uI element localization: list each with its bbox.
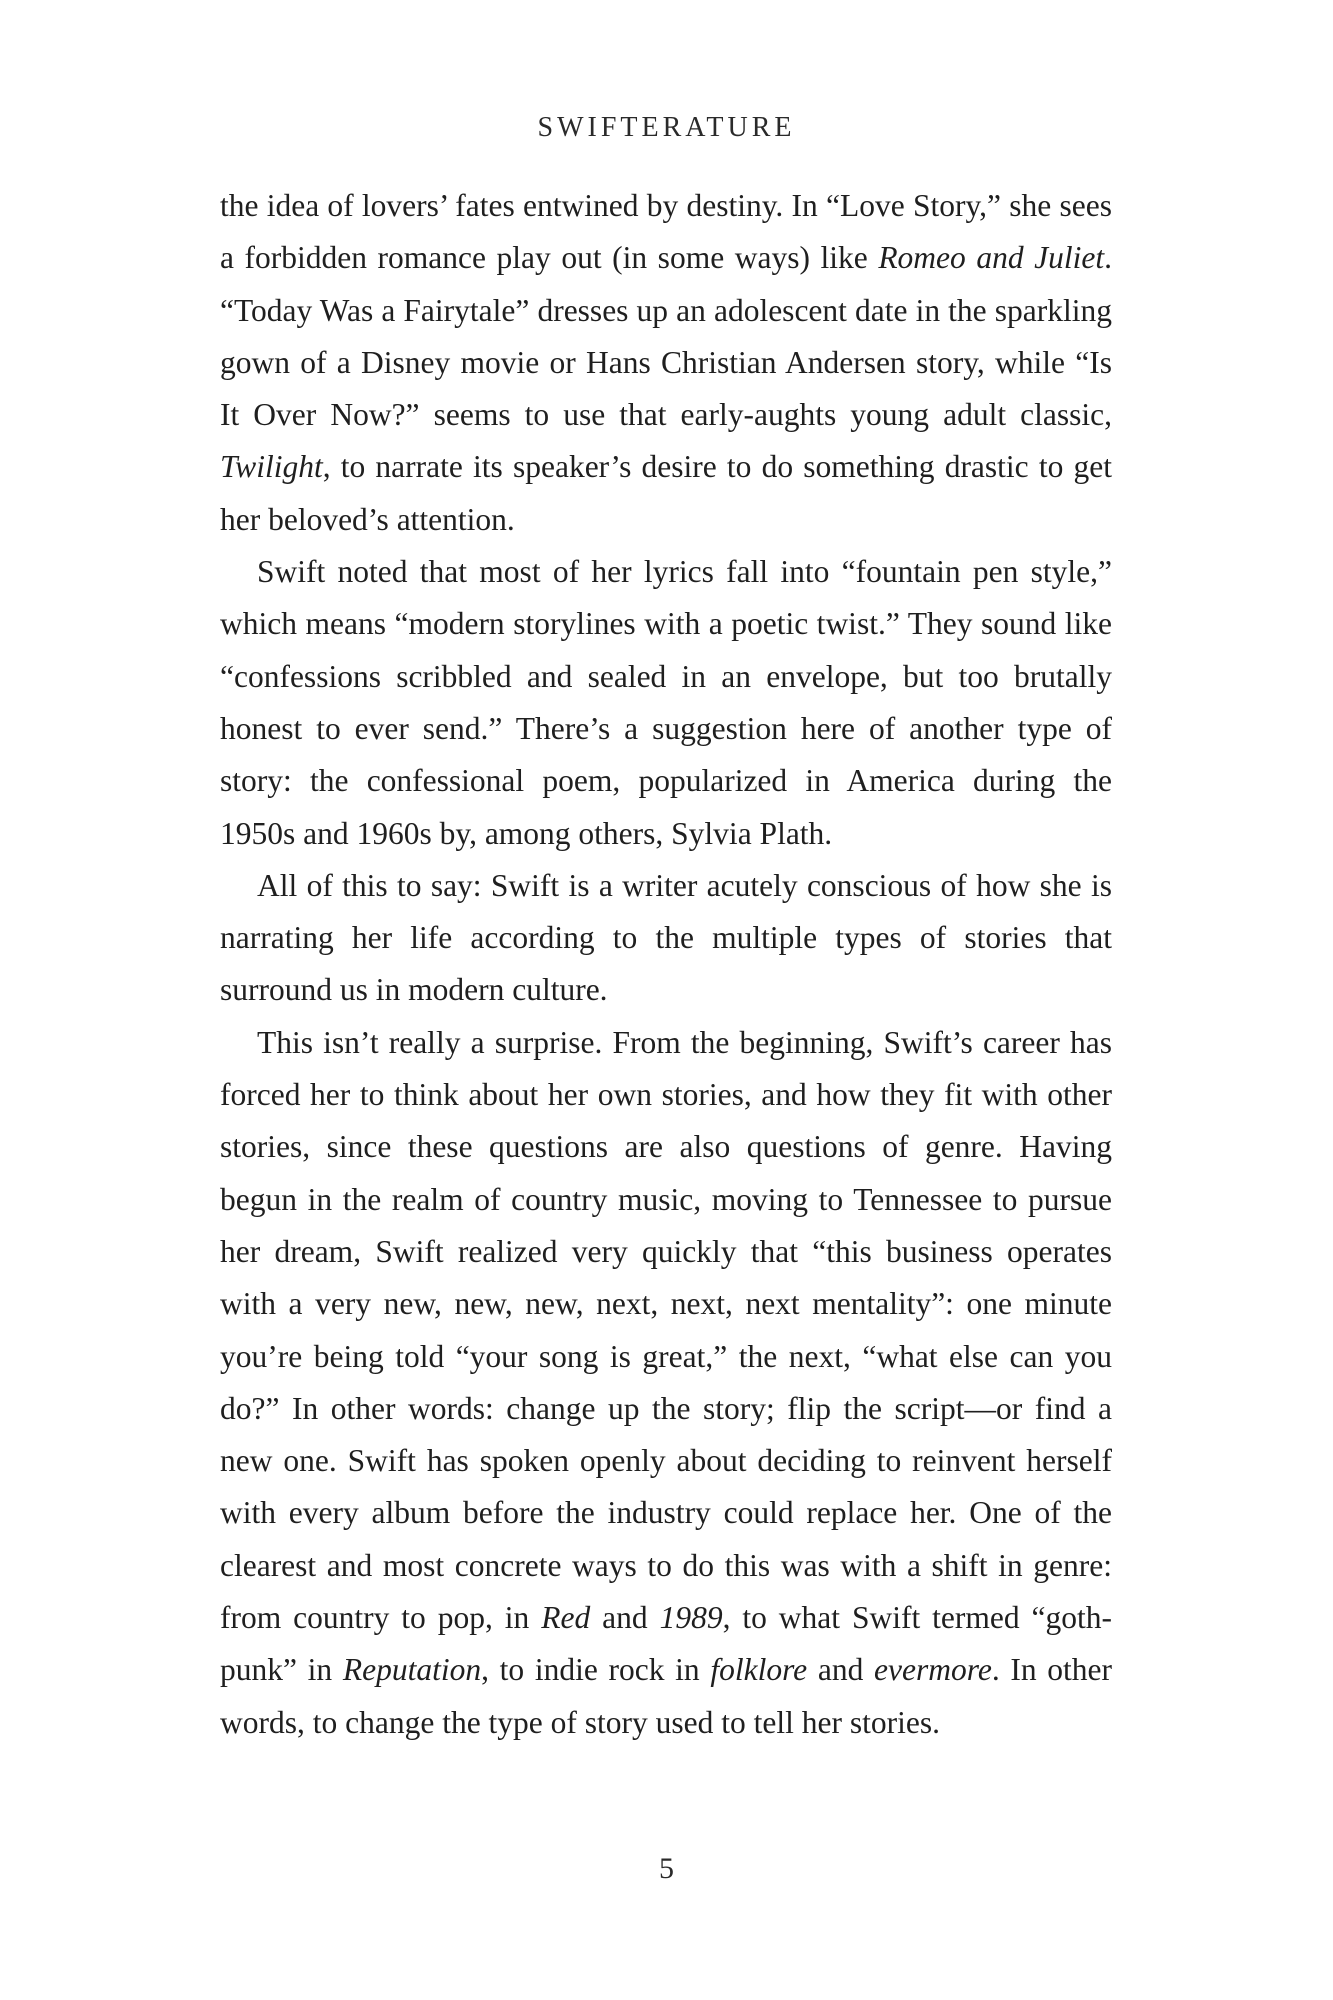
italic-text: evermore	[874, 1652, 992, 1688]
italic-text: Twilight	[220, 449, 323, 485]
text-run: and	[807, 1652, 875, 1688]
italic-text: Red	[541, 1600, 591, 1636]
running-head: SWIFTERATURE	[537, 112, 796, 143]
italic-text: 1989	[659, 1600, 723, 1636]
paragraph	[220, 180, 1112, 546]
text-run: , to narrate its speaker’s desire to do something drastic to get her beloved’s attention.	[220, 449, 1112, 537]
italic-text: folklore	[710, 1652, 808, 1688]
text-run: All of this to say: Swift is a writer acutely conscious of how she is narrating her life according to the multiple types of stories that surround us in modern culture.	[220, 867, 1112, 1008]
text-run: . “Today Was a Fairytale” dresses up an adolescent date in the sparkling gown of a Disney movie or Hans Christian Andersen story, while “Is It Over Now?” seems to use that early-aughts young adult classic,	[220, 240, 1112, 433]
text-run: Swift noted that most of her lyrics fall into “fountain pen style,” which means “modern storylines with a poetic twist.” They sound like “confessions scribbled and sealed in an envelope, but too brutally honest to ever send.” There’s a suggestion here of another type of story: the confessional poem, popularized in America during the 1950s and 1960s by, among others, Sylvia Plath.	[220, 554, 1112, 851]
italic-text: Romeo and Juliet	[878, 240, 1105, 276]
text-run: and	[590, 1600, 660, 1636]
paragraph	[220, 860, 1112, 1017]
paragraph	[220, 546, 1112, 860]
text-run: This isn’t really a surprise. From the beginning, Swift’s career has forced her to think about her own stories, and how they fit with other stories, since these questions are also questions of genre. Having begun in the realm of country music, moving to Tennessee to pursue her dream, Swift realized very quickly that “this business operates with a very new, new, new, next, next, next mentality”: one minute you’re being told “your song is great,” the next, “what else can you do?” In other words: change up the story; flip the script—or find a new one. Swift has spoken openly about deciding to reinvent herself with every album before the industry could replace her. One of the clearest and most concrete ways to do this was with a shift in genre: from country to pop, in	[220, 1024, 1112, 1636]
paragraph	[220, 1017, 1112, 1749]
body-text	[220, 180, 1112, 1749]
page-number: 5	[659, 1852, 674, 1885]
italic-text: Reputation	[342, 1652, 482, 1688]
text-run: the idea of lovers’ fates entwined by destiny. In “Love Story,” she sees a forbidden romance play out (in some ways) like	[220, 188, 1112, 276]
text-run: , to what Swift termed “goth-punk” in	[220, 1600, 1113, 1688]
text-run: . In other words, to change the type of story used to tell her stories.	[220, 1652, 1113, 1740]
text-run: , to indie rock in	[481, 1652, 711, 1688]
